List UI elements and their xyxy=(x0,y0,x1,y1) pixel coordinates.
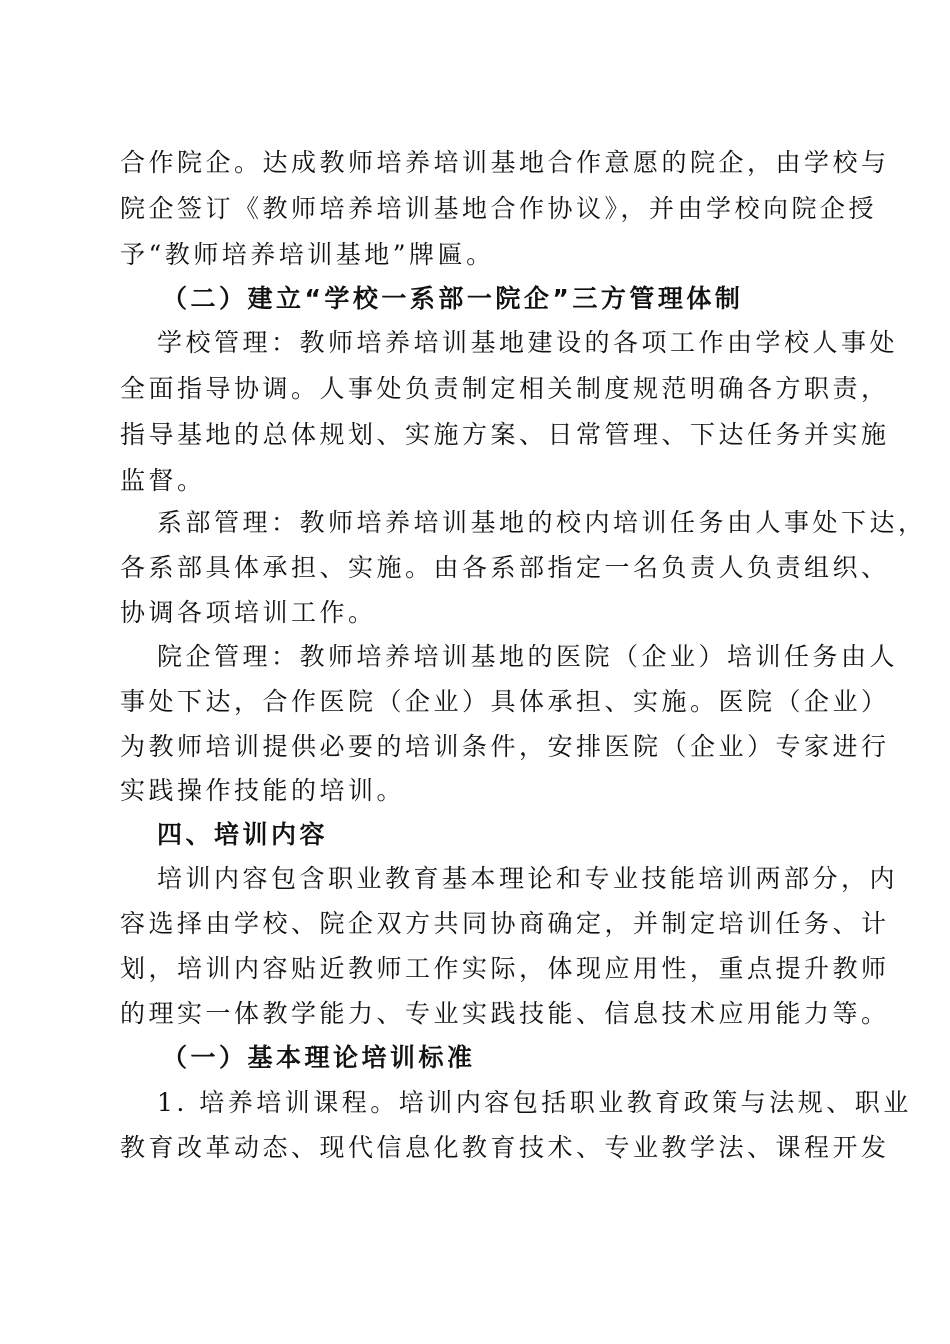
paragraph-line: 各系部具体承担、实施。由各系部指定一名负责人负责组织、 xyxy=(120,553,890,582)
paragraph-line: 监督。 xyxy=(120,466,206,495)
chapter-heading: 四、培训内容 xyxy=(157,820,329,849)
paragraph-line: 合作院企。达成教师培养培训基地合作意愿的院企，由学校与 xyxy=(120,148,890,177)
paragraph-line: 学校管理：教师培养培训基地建设的各项工作由学校人事处 xyxy=(157,328,899,357)
paragraph-line: 院企签订《教师培养培训基地合作协议》，并由学校向院企授 xyxy=(120,194,878,223)
paragraph-line: 全面指导协调。人事处负责制定相关制度规范明确各方职责， xyxy=(120,374,890,403)
paragraph-line: 系部管理：教师培养培训基地的校内培训任务由人事处下达， xyxy=(157,508,927,537)
paragraph-line: 指导基地的总体规划、实施方案、日常管理、下达任务并实施 xyxy=(120,420,890,449)
paragraph-line: 予“教师培养培训基地”牌匾。 xyxy=(120,240,495,269)
paragraph-line: 1. 培养培训课程。培训内容包括职业教育政策与法规、职业 xyxy=(157,1088,912,1117)
paragraph-line: 事处下达，合作医院（企业）具体承担、实施。医院（企业） xyxy=(120,687,890,716)
paragraph-line: 协调各项培训工作。 xyxy=(120,598,377,627)
paragraph-line: 培训内容包含职业教育基本理论和专业技能培训两部分，内 xyxy=(157,864,899,893)
paragraph-line: 划，培训内容贴近教师工作实际，体现应用性，重点提升教师 xyxy=(120,954,890,983)
paragraph-line: 实践操作技能的培训。 xyxy=(120,776,406,805)
paragraph-line: 容选择由学校、院企双方共同协商确定，并制定培训任务、计 xyxy=(120,909,890,938)
paragraph-line: 的理实一体教学能力、专业实践技能、信息技术应用能力等。 xyxy=(120,999,890,1028)
paragraph-line: 院企管理：教师培养培训基地的医院（企业）培训任务由人 xyxy=(157,642,899,671)
section-heading: （二）建立“学校一系部一院企”三方管理体制 xyxy=(162,284,744,313)
paragraph-line: 教育改革动态、现代信息化教育技术、专业教学法、课程开发 xyxy=(120,1133,890,1162)
section-heading: （一）基本理论培训标准 xyxy=(162,1043,476,1072)
paragraph-line: 为教师培训提供必要的培训条件，安排医院（企业）专家进行 xyxy=(120,732,890,761)
